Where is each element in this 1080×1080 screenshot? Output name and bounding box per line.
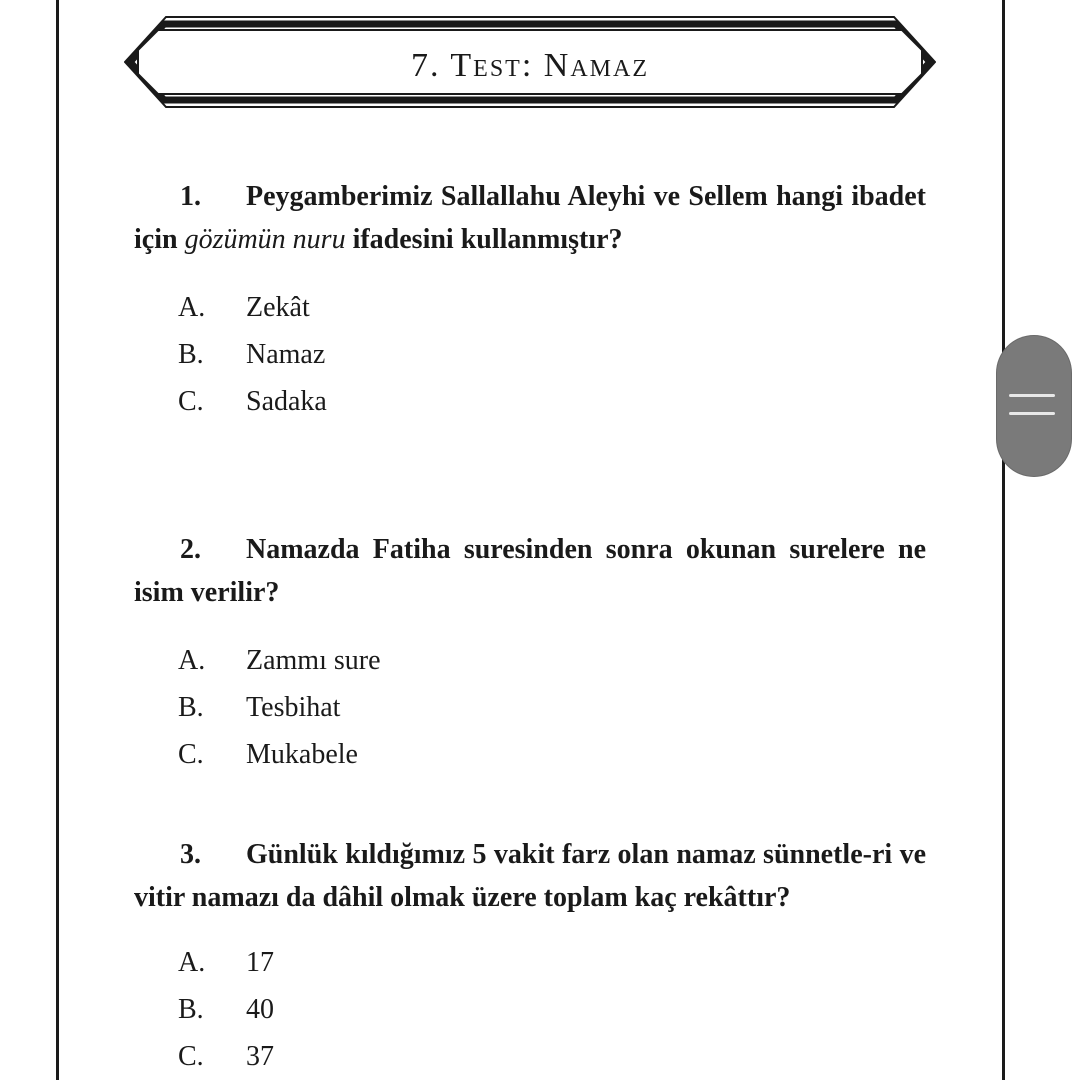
question-number: 3.: [180, 839, 201, 870]
option-text: Tesbihat: [246, 692, 341, 723]
grip-icon: [1009, 394, 1055, 397]
question-text: ifadesini kullanmıştır?: [352, 224, 623, 255]
option-a[interactable]: [178, 637, 381, 684]
question-2: [134, 528, 926, 614]
question-1: [134, 175, 926, 261]
option-text: Mukabele: [246, 739, 358, 770]
page-border-right: [1002, 0, 1005, 1080]
option-b[interactable]: [178, 331, 327, 378]
option-text: 40: [246, 994, 274, 1025]
options-list-2: [178, 637, 381, 778]
question-number: 1.: [180, 181, 201, 212]
option-b[interactable]: [178, 986, 274, 1033]
option-letter: C.: [178, 1041, 204, 1072]
page-title: 7. Test: Namaz: [411, 47, 649, 84]
grip-icon: [1009, 412, 1055, 415]
option-text: 37: [246, 1041, 274, 1072]
question-text: Namazda Fatiha suresinden sonra okunan surelere ne isim verilir?: [134, 534, 926, 608]
option-letter: B.: [178, 994, 204, 1025]
option-letter: A.: [178, 645, 206, 676]
scroll-handle[interactable]: [997, 336, 1071, 476]
option-a[interactable]: [178, 939, 274, 986]
option-letter: A.: [178, 292, 206, 323]
title-banner: [124, 16, 936, 108]
options-list-1: [178, 284, 327, 425]
option-text: Sadaka: [246, 386, 327, 417]
option-letter: C.: [178, 739, 204, 770]
option-text: Namaz: [246, 339, 326, 370]
option-text: 17: [246, 947, 274, 978]
option-letter: B.: [178, 339, 204, 370]
option-c[interactable]: [178, 1033, 274, 1080]
option-letter: C.: [178, 386, 204, 417]
question-number: 2.: [180, 534, 201, 565]
option-c[interactable]: [178, 378, 327, 425]
options-list-3: [178, 939, 274, 1080]
question-text-italic: gözümün nuru: [184, 224, 346, 255]
option-a[interactable]: [178, 284, 327, 331]
option-letter: B.: [178, 692, 204, 723]
option-c[interactable]: [178, 731, 381, 778]
option-text: Zammı sure: [246, 645, 381, 676]
question-text: Günlük kıldığımız 5 vakit farz olan namaz sünnetle-ri ve vitir namazı da dâhil olmak üzere toplam kaç rekâttır?: [134, 839, 926, 913]
option-text: Zekât: [246, 292, 310, 323]
question-3: [134, 833, 926, 919]
question-text: Peygamberimiz Sallallahu Aleyhi ve Sellem hangi ibadet için: [134, 181, 926, 255]
page-border-left: [56, 0, 59, 1080]
option-b[interactable]: [178, 684, 381, 731]
option-letter: A.: [178, 947, 206, 978]
